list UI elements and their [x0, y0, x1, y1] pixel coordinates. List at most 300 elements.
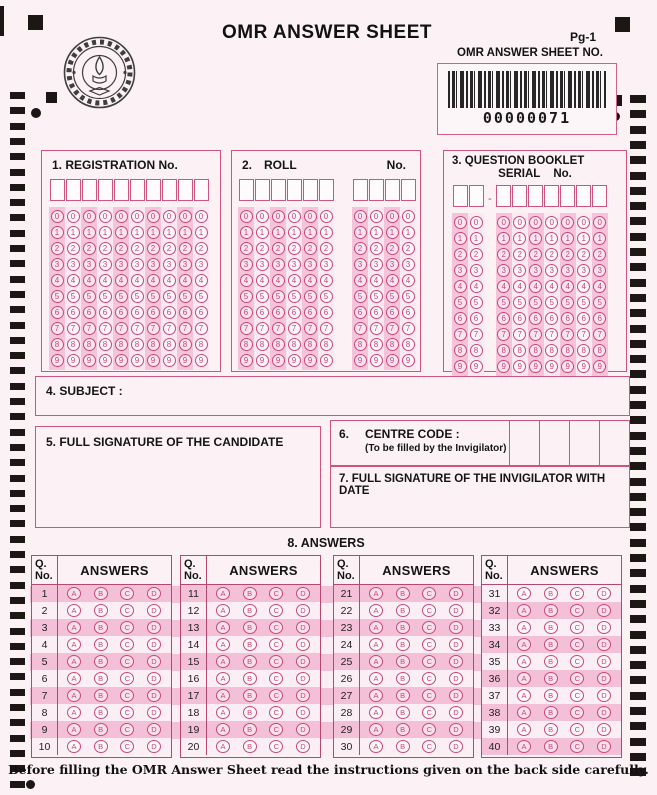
- digit-bubble-0[interactable]: 0: [83, 210, 96, 223]
- digit-bubble-4[interactable]: 4: [497, 280, 510, 293]
- digit-bubble-4[interactable]: 4: [115, 274, 128, 287]
- option-bubble-d[interactable]: D: [449, 638, 463, 651]
- digit-bubble-7[interactable]: 7: [370, 322, 383, 335]
- digit-bubble-2[interactable]: 2: [593, 248, 606, 261]
- digit-bubble-8[interactable]: 8: [320, 338, 333, 351]
- option-bubble-b[interactable]: B: [544, 706, 558, 719]
- digit-bubble-5[interactable]: 5: [545, 296, 558, 309]
- option-bubble-a[interactable]: A: [216, 740, 230, 753]
- option-bubble-b[interactable]: B: [243, 723, 257, 736]
- digit-bubble-9[interactable]: 9: [99, 354, 112, 367]
- digit-bubble-7[interactable]: 7: [561, 328, 574, 341]
- option-bubble-d[interactable]: D: [296, 655, 310, 668]
- digit-bubble-8[interactable]: 8: [454, 344, 467, 357]
- digit-bubble-5[interactable]: 5: [147, 290, 160, 303]
- digit-bubble-4[interactable]: 4: [304, 274, 317, 287]
- option-bubble-d[interactable]: D: [597, 587, 611, 600]
- option-bubble-a[interactable]: A: [517, 706, 531, 719]
- digit-bubble-5[interactable]: 5: [497, 296, 510, 309]
- digit-bubble-3[interactable]: 3: [304, 258, 317, 271]
- digit-bubble-7[interactable]: 7: [577, 328, 590, 341]
- option-bubble-c[interactable]: C: [120, 638, 134, 651]
- digit-bubble-4[interactable]: 4: [163, 274, 176, 287]
- digit-bubble-7[interactable]: 7: [99, 322, 112, 335]
- digit-bubble-9[interactable]: 9: [272, 354, 285, 367]
- option-bubble-c[interactable]: C: [570, 655, 584, 668]
- option-bubble-c[interactable]: C: [422, 672, 436, 685]
- digit-bubble-9[interactable]: 9: [545, 360, 558, 373]
- digit-bubble-7[interactable]: 7: [272, 322, 285, 335]
- digit-bubble-4[interactable]: 4: [577, 280, 590, 293]
- digit-bubble-2[interactable]: 2: [272, 242, 285, 255]
- digit-bubble-1[interactable]: 1: [497, 232, 510, 245]
- digit-bubble-1[interactable]: 1: [288, 226, 301, 239]
- digit-bubble-6[interactable]: 6: [163, 306, 176, 319]
- option-bubble-b[interactable]: B: [94, 689, 108, 702]
- option-bubble-d[interactable]: D: [449, 723, 463, 736]
- option-bubble-b[interactable]: B: [396, 723, 410, 736]
- option-bubble-b[interactable]: B: [243, 706, 257, 719]
- option-bubble-b[interactable]: B: [396, 638, 410, 651]
- option-bubble-a[interactable]: A: [369, 638, 383, 651]
- option-bubble-a[interactable]: A: [67, 689, 81, 702]
- option-bubble-b[interactable]: B: [544, 740, 558, 753]
- digit-bubble-8[interactable]: 8: [529, 344, 542, 357]
- digit-bubble-7[interactable]: 7: [470, 328, 483, 341]
- option-bubble-c[interactable]: C: [120, 723, 134, 736]
- option-bubble-d[interactable]: D: [147, 587, 161, 600]
- digit-bubble-1[interactable]: 1: [545, 232, 558, 245]
- digit-bubble-9[interactable]: 9: [304, 354, 317, 367]
- option-bubble-a[interactable]: A: [67, 638, 81, 651]
- digit-bubble-5[interactable]: 5: [370, 290, 383, 303]
- option-bubble-d[interactable]: D: [597, 604, 611, 617]
- digit-bubble-5[interactable]: 5: [454, 296, 467, 309]
- digit-bubble-6[interactable]: 6: [529, 312, 542, 325]
- option-bubble-b[interactable]: B: [243, 621, 257, 634]
- digit-bubble-6[interactable]: 6: [272, 306, 285, 319]
- option-bubble-a[interactable]: A: [369, 723, 383, 736]
- digit-bubble-3[interactable]: 3: [577, 264, 590, 277]
- digit-bubble-1[interactable]: 1: [195, 226, 208, 239]
- digit-bubble-8[interactable]: 8: [147, 338, 160, 351]
- option-bubble-a[interactable]: A: [67, 723, 81, 736]
- option-bubble-a[interactable]: A: [517, 621, 531, 634]
- digit-bubble-3[interactable]: 3: [454, 264, 467, 277]
- option-bubble-c[interactable]: C: [120, 706, 134, 719]
- digit-bubble-9[interactable]: 9: [386, 354, 399, 367]
- digit-bubble-3[interactable]: 3: [561, 264, 574, 277]
- digit-bubble-4[interactable]: 4: [288, 274, 301, 287]
- digit-bubble-5[interactable]: 5: [354, 290, 367, 303]
- option-bubble-c[interactable]: C: [570, 689, 584, 702]
- option-bubble-b[interactable]: B: [243, 638, 257, 651]
- digit-bubble-0[interactable]: 0: [256, 210, 269, 223]
- digit-writein-cell[interactable]: [114, 179, 129, 201]
- digit-bubble-3[interactable]: 3: [545, 264, 558, 277]
- digit-writein-cell[interactable]: [255, 179, 270, 201]
- digit-bubble-1[interactable]: 1: [272, 226, 285, 239]
- digit-bubble-3[interactable]: 3: [288, 258, 301, 271]
- digit-bubble-6[interactable]: 6: [593, 312, 606, 325]
- option-bubble-c[interactable]: C: [120, 689, 134, 702]
- digit-bubble-8[interactable]: 8: [83, 338, 96, 351]
- option-bubble-d[interactable]: D: [147, 638, 161, 651]
- option-bubble-a[interactable]: A: [369, 621, 383, 634]
- option-bubble-a[interactable]: A: [216, 621, 230, 634]
- option-bubble-c[interactable]: C: [422, 706, 436, 719]
- digit-bubble-1[interactable]: 1: [513, 232, 526, 245]
- digit-bubble-9[interactable]: 9: [593, 360, 606, 373]
- option-bubble-a[interactable]: A: [67, 604, 81, 617]
- digit-bubble-5[interactable]: 5: [402, 290, 415, 303]
- digit-bubble-7[interactable]: 7: [497, 328, 510, 341]
- option-bubble-a[interactable]: A: [216, 706, 230, 719]
- digit-bubble-1[interactable]: 1: [593, 232, 606, 245]
- digit-bubble-4[interactable]: 4: [320, 274, 333, 287]
- digit-writein-cell[interactable]: [560, 185, 575, 207]
- option-bubble-a[interactable]: A: [67, 706, 81, 719]
- option-bubble-c[interactable]: C: [269, 621, 283, 634]
- option-bubble-d[interactable]: D: [597, 672, 611, 685]
- option-bubble-a[interactable]: A: [517, 655, 531, 668]
- option-bubble-c[interactable]: C: [422, 621, 436, 634]
- option-bubble-a[interactable]: A: [67, 587, 81, 600]
- digit-bubble-2[interactable]: 2: [51, 242, 64, 255]
- digit-writein-cell[interactable]: [319, 179, 334, 201]
- digit-bubble-2[interactable]: 2: [386, 242, 399, 255]
- option-bubble-b[interactable]: B: [94, 638, 108, 651]
- digit-bubble-5[interactable]: 5: [304, 290, 317, 303]
- digit-bubble-6[interactable]: 6: [195, 306, 208, 319]
- digit-bubble-8[interactable]: 8: [179, 338, 192, 351]
- option-bubble-c[interactable]: C: [570, 638, 584, 651]
- option-bubble-b[interactable]: B: [396, 706, 410, 719]
- digit-bubble-2[interactable]: 2: [304, 242, 317, 255]
- digit-bubble-8[interactable]: 8: [288, 338, 301, 351]
- digit-writein-cell[interactable]: [592, 185, 607, 207]
- digit-writein-cell[interactable]: [162, 179, 177, 201]
- option-bubble-d[interactable]: D: [597, 638, 611, 651]
- option-bubble-a[interactable]: A: [216, 638, 230, 651]
- option-bubble-b[interactable]: B: [396, 604, 410, 617]
- digit-bubble-8[interactable]: 8: [256, 338, 269, 351]
- option-bubble-a[interactable]: A: [67, 621, 81, 634]
- digit-bubble-4[interactable]: 4: [454, 280, 467, 293]
- digit-bubble-5[interactable]: 5: [179, 290, 192, 303]
- digit-bubble-6[interactable]: 6: [354, 306, 367, 319]
- digit-writein-cell[interactable]: [271, 179, 286, 201]
- centre-code-cell[interactable]: [599, 421, 629, 465]
- digit-bubble-7[interactable]: 7: [256, 322, 269, 335]
- option-bubble-c[interactable]: C: [120, 621, 134, 634]
- digit-bubble-4[interactable]: 4: [402, 274, 415, 287]
- digit-bubble-2[interactable]: 2: [320, 242, 333, 255]
- option-bubble-b[interactable]: B: [94, 587, 108, 600]
- digit-bubble-5[interactable]: 5: [67, 290, 80, 303]
- centre-code-cell[interactable]: [509, 421, 539, 465]
- digit-bubble-4[interactable]: 4: [593, 280, 606, 293]
- digit-bubble-2[interactable]: 2: [147, 242, 160, 255]
- digit-bubble-8[interactable]: 8: [386, 338, 399, 351]
- digit-writein-cell[interactable]: [469, 185, 484, 207]
- option-bubble-d[interactable]: D: [296, 723, 310, 736]
- digit-bubble-4[interactable]: 4: [131, 274, 144, 287]
- digit-bubble-3[interactable]: 3: [513, 264, 526, 277]
- digit-writein-cell[interactable]: [512, 185, 527, 207]
- digit-bubble-5[interactable]: 5: [577, 296, 590, 309]
- digit-bubble-2[interactable]: 2: [454, 248, 467, 261]
- digit-bubble-6[interactable]: 6: [454, 312, 467, 325]
- digit-bubble-7[interactable]: 7: [147, 322, 160, 335]
- digit-bubble-2[interactable]: 2: [561, 248, 574, 261]
- digit-writein-cell[interactable]: [239, 179, 254, 201]
- digit-bubble-3[interactable]: 3: [256, 258, 269, 271]
- digit-bubble-5[interactable]: 5: [163, 290, 176, 303]
- digit-bubble-5[interactable]: 5: [386, 290, 399, 303]
- digit-bubble-0[interactable]: 0: [454, 216, 467, 229]
- digit-bubble-8[interactable]: 8: [593, 344, 606, 357]
- digit-bubble-7[interactable]: 7: [320, 322, 333, 335]
- digit-bubble-9[interactable]: 9: [402, 354, 415, 367]
- digit-bubble-4[interactable]: 4: [545, 280, 558, 293]
- digit-bubble-8[interactable]: 8: [513, 344, 526, 357]
- digit-bubble-1[interactable]: 1: [577, 232, 590, 245]
- digit-bubble-2[interactable]: 2: [354, 242, 367, 255]
- digit-bubble-3[interactable]: 3: [240, 258, 253, 271]
- digit-bubble-8[interactable]: 8: [163, 338, 176, 351]
- digit-writein-cell[interactable]: [82, 179, 97, 201]
- digit-bubble-5[interactable]: 5: [256, 290, 269, 303]
- digit-bubble-2[interactable]: 2: [67, 242, 80, 255]
- digit-bubble-7[interactable]: 7: [593, 328, 606, 341]
- digit-bubble-1[interactable]: 1: [370, 226, 383, 239]
- option-bubble-d[interactable]: D: [147, 689, 161, 702]
- option-bubble-b[interactable]: B: [94, 706, 108, 719]
- digit-writein-cell[interactable]: [401, 179, 416, 201]
- digit-bubble-8[interactable]: 8: [545, 344, 558, 357]
- option-bubble-b[interactable]: B: [94, 655, 108, 668]
- digit-bubble-2[interactable]: 2: [497, 248, 510, 261]
- digit-bubble-5[interactable]: 5: [561, 296, 574, 309]
- option-bubble-a[interactable]: A: [369, 672, 383, 685]
- option-bubble-a[interactable]: A: [517, 604, 531, 617]
- digit-bubble-9[interactable]: 9: [497, 360, 510, 373]
- option-bubble-b[interactable]: B: [94, 740, 108, 753]
- option-bubble-a[interactable]: A: [216, 672, 230, 685]
- digit-bubble-1[interactable]: 1: [402, 226, 415, 239]
- option-bubble-d[interactable]: D: [296, 740, 310, 753]
- digit-bubble-7[interactable]: 7: [513, 328, 526, 341]
- digit-bubble-9[interactable]: 9: [195, 354, 208, 367]
- option-bubble-d[interactable]: D: [296, 689, 310, 702]
- digit-bubble-2[interactable]: 2: [513, 248, 526, 261]
- option-bubble-c[interactable]: C: [269, 604, 283, 617]
- option-bubble-b[interactable]: B: [396, 740, 410, 753]
- digit-bubble-5[interactable]: 5: [131, 290, 144, 303]
- digit-bubble-1[interactable]: 1: [561, 232, 574, 245]
- digit-bubble-0[interactable]: 0: [240, 210, 253, 223]
- option-bubble-d[interactable]: D: [147, 740, 161, 753]
- option-bubble-a[interactable]: A: [67, 740, 81, 753]
- option-bubble-a[interactable]: A: [216, 723, 230, 736]
- option-bubble-d[interactable]: D: [147, 723, 161, 736]
- digit-bubble-7[interactable]: 7: [67, 322, 80, 335]
- digit-bubble-1[interactable]: 1: [99, 226, 112, 239]
- option-bubble-c[interactable]: C: [269, 587, 283, 600]
- option-bubble-a[interactable]: A: [216, 604, 230, 617]
- digit-bubble-6[interactable]: 6: [240, 306, 253, 319]
- digit-bubble-7[interactable]: 7: [240, 322, 253, 335]
- option-bubble-c[interactable]: C: [269, 638, 283, 651]
- option-bubble-c[interactable]: C: [422, 638, 436, 651]
- digit-bubble-1[interactable]: 1: [256, 226, 269, 239]
- option-bubble-d[interactable]: D: [147, 604, 161, 617]
- option-bubble-d[interactable]: D: [449, 604, 463, 617]
- digit-bubble-6[interactable]: 6: [67, 306, 80, 319]
- option-bubble-d[interactable]: D: [597, 655, 611, 668]
- digit-writein-cell[interactable]: [544, 185, 559, 207]
- digit-bubble-7[interactable]: 7: [402, 322, 415, 335]
- digit-bubble-2[interactable]: 2: [131, 242, 144, 255]
- option-bubble-c[interactable]: C: [570, 604, 584, 617]
- digit-bubble-0[interactable]: 0: [402, 210, 415, 223]
- digit-bubble-9[interactable]: 9: [131, 354, 144, 367]
- option-bubble-b[interactable]: B: [94, 672, 108, 685]
- section-subject[interactable]: [35, 376, 630, 416]
- digit-bubble-1[interactable]: 1: [179, 226, 192, 239]
- digit-bubble-3[interactable]: 3: [67, 258, 80, 271]
- digit-bubble-7[interactable]: 7: [288, 322, 301, 335]
- digit-bubble-6[interactable]: 6: [561, 312, 574, 325]
- digit-bubble-0[interactable]: 0: [354, 210, 367, 223]
- digit-bubble-0[interactable]: 0: [179, 210, 192, 223]
- option-bubble-c[interactable]: C: [120, 604, 134, 617]
- option-bubble-b[interactable]: B: [94, 723, 108, 736]
- digit-bubble-3[interactable]: 3: [163, 258, 176, 271]
- digit-bubble-2[interactable]: 2: [470, 248, 483, 261]
- digit-bubble-8[interactable]: 8: [497, 344, 510, 357]
- digit-bubble-0[interactable]: 0: [545, 216, 558, 229]
- digit-bubble-5[interactable]: 5: [529, 296, 542, 309]
- option-bubble-b[interactable]: B: [544, 604, 558, 617]
- digit-bubble-4[interactable]: 4: [529, 280, 542, 293]
- option-bubble-b[interactable]: B: [243, 587, 257, 600]
- digit-bubble-7[interactable]: 7: [354, 322, 367, 335]
- digit-bubble-3[interactable]: 3: [115, 258, 128, 271]
- option-bubble-b[interactable]: B: [243, 655, 257, 668]
- digit-bubble-6[interactable]: 6: [147, 306, 160, 319]
- digit-bubble-4[interactable]: 4: [240, 274, 253, 287]
- digit-writein-cell[interactable]: [528, 185, 543, 207]
- option-bubble-b[interactable]: B: [544, 638, 558, 651]
- digit-bubble-0[interactable]: 0: [577, 216, 590, 229]
- digit-bubble-0[interactable]: 0: [147, 210, 160, 223]
- digit-bubble-1[interactable]: 1: [529, 232, 542, 245]
- option-bubble-c[interactable]: C: [269, 672, 283, 685]
- digit-bubble-6[interactable]: 6: [402, 306, 415, 319]
- digit-bubble-2[interactable]: 2: [179, 242, 192, 255]
- digit-bubble-3[interactable]: 3: [272, 258, 285, 271]
- digit-bubble-0[interactable]: 0: [593, 216, 606, 229]
- digit-bubble-4[interactable]: 4: [67, 274, 80, 287]
- digit-bubble-8[interactable]: 8: [577, 344, 590, 357]
- digit-bubble-1[interactable]: 1: [304, 226, 317, 239]
- digit-bubble-9[interactable]: 9: [370, 354, 383, 367]
- digit-bubble-2[interactable]: 2: [99, 242, 112, 255]
- digit-bubble-5[interactable]: 5: [513, 296, 526, 309]
- digit-bubble-7[interactable]: 7: [131, 322, 144, 335]
- digit-bubble-8[interactable]: 8: [304, 338, 317, 351]
- digit-bubble-0[interactable]: 0: [288, 210, 301, 223]
- digit-writein-cell[interactable]: [66, 179, 81, 201]
- option-bubble-c[interactable]: C: [422, 655, 436, 668]
- digit-bubble-2[interactable]: 2: [288, 242, 301, 255]
- option-bubble-c[interactable]: C: [422, 604, 436, 617]
- option-bubble-b[interactable]: B: [243, 689, 257, 702]
- digit-bubble-3[interactable]: 3: [386, 258, 399, 271]
- option-bubble-b[interactable]: B: [396, 689, 410, 702]
- option-bubble-b[interactable]: B: [243, 740, 257, 753]
- digit-bubble-5[interactable]: 5: [272, 290, 285, 303]
- option-bubble-a[interactable]: A: [517, 723, 531, 736]
- digit-bubble-7[interactable]: 7: [304, 322, 317, 335]
- digit-writein-cell[interactable]: [576, 185, 591, 207]
- digit-bubble-5[interactable]: 5: [320, 290, 333, 303]
- digit-writein-cell[interactable]: [303, 179, 318, 201]
- digit-bubble-0[interactable]: 0: [470, 216, 483, 229]
- option-bubble-b[interactable]: B: [396, 672, 410, 685]
- digit-bubble-9[interactable]: 9: [179, 354, 192, 367]
- digit-bubble-6[interactable]: 6: [470, 312, 483, 325]
- digit-bubble-1[interactable]: 1: [131, 226, 144, 239]
- digit-bubble-6[interactable]: 6: [370, 306, 383, 319]
- digit-bubble-9[interactable]: 9: [529, 360, 542, 373]
- option-bubble-b[interactable]: B: [396, 587, 410, 600]
- option-bubble-d[interactable]: D: [449, 621, 463, 634]
- digit-bubble-3[interactable]: 3: [497, 264, 510, 277]
- section-candidate-signature[interactable]: [35, 426, 321, 528]
- option-bubble-d[interactable]: D: [296, 638, 310, 651]
- digit-bubble-9[interactable]: 9: [163, 354, 176, 367]
- digit-bubble-1[interactable]: 1: [115, 226, 128, 239]
- digit-bubble-6[interactable]: 6: [288, 306, 301, 319]
- option-bubble-d[interactable]: D: [449, 587, 463, 600]
- digit-bubble-7[interactable]: 7: [545, 328, 558, 341]
- digit-bubble-8[interactable]: 8: [470, 344, 483, 357]
- digit-bubble-6[interactable]: 6: [513, 312, 526, 325]
- digit-writein-cell[interactable]: [385, 179, 400, 201]
- digit-bubble-6[interactable]: 6: [256, 306, 269, 319]
- option-bubble-d[interactable]: D: [147, 621, 161, 634]
- option-bubble-d[interactable]: D: [597, 706, 611, 719]
- option-bubble-c[interactable]: C: [422, 723, 436, 736]
- digit-bubble-0[interactable]: 0: [163, 210, 176, 223]
- option-bubble-d[interactable]: D: [449, 689, 463, 702]
- digit-bubble-8[interactable]: 8: [131, 338, 144, 351]
- digit-bubble-6[interactable]: 6: [577, 312, 590, 325]
- digit-writein-cell[interactable]: [496, 185, 511, 207]
- digit-writein-cell[interactable]: [287, 179, 302, 201]
- option-bubble-d[interactable]: D: [597, 689, 611, 702]
- digit-bubble-5[interactable]: 5: [51, 290, 64, 303]
- digit-bubble-5[interactable]: 5: [470, 296, 483, 309]
- digit-bubble-4[interactable]: 4: [561, 280, 574, 293]
- digit-bubble-2[interactable]: 2: [240, 242, 253, 255]
- option-bubble-d[interactable]: D: [296, 706, 310, 719]
- option-bubble-b[interactable]: B: [544, 723, 558, 736]
- option-bubble-d[interactable]: D: [296, 621, 310, 634]
